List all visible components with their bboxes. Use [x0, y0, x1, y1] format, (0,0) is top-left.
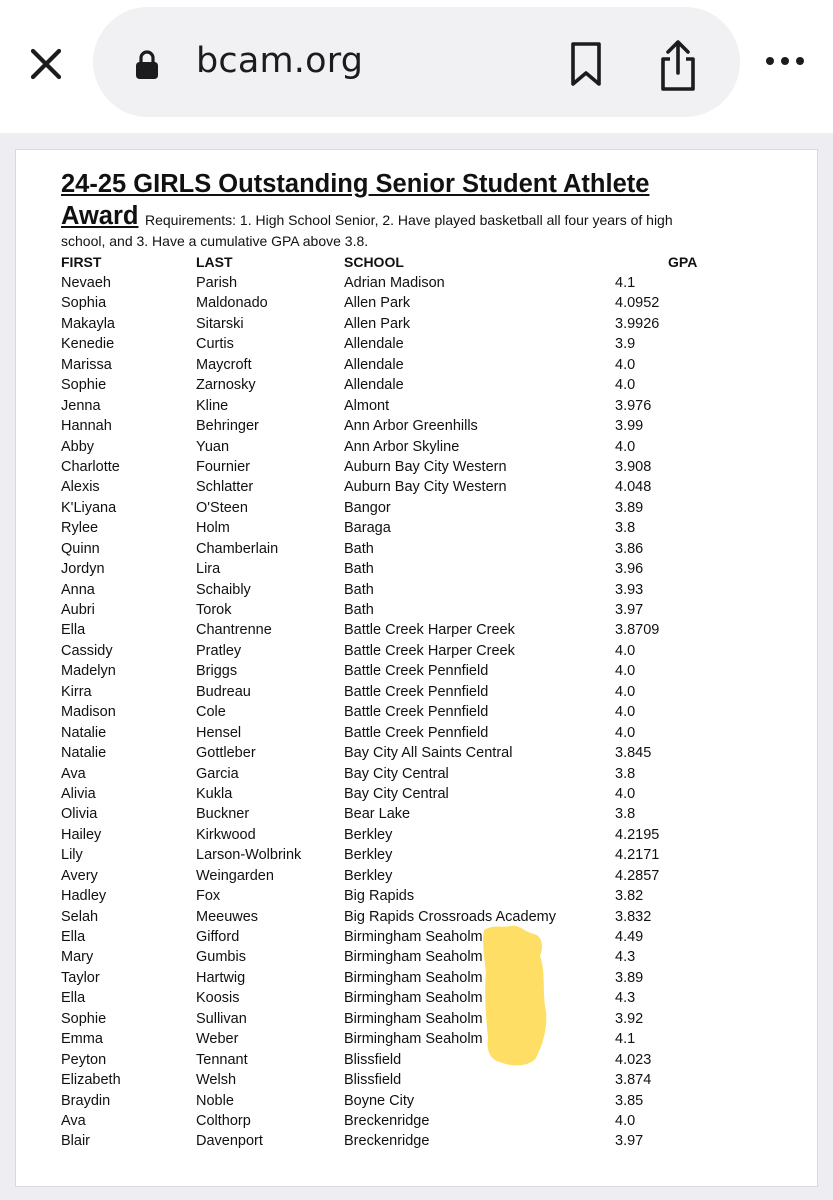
first-name-cell: Ava [61, 1112, 86, 1129]
school-cell: Bath [344, 581, 374, 598]
gpa-cell: 3.9926 [615, 315, 660, 332]
first-name-cell: Natalie [61, 745, 107, 762]
column-header-gpa: GPA [668, 254, 698, 270]
first-name-cell: Abby [61, 438, 95, 455]
table-row [16, 273, 817, 293]
gpa-cell: 3.93 [615, 581, 644, 598]
school-cell: Battle Creek Pennfield [344, 683, 489, 700]
table-row [16, 477, 817, 497]
first-name-cell: Mary [61, 949, 94, 966]
first-name-cell: Sophia [61, 295, 107, 312]
first-name-cell: Charlotte [61, 458, 120, 475]
gpa-cell: 3.8709 [615, 622, 660, 639]
table-row [16, 293, 817, 313]
school-cell: Allendale [344, 356, 404, 373]
gpa-cell: 3.976 [615, 397, 652, 414]
gpa-cell: 4.0 [615, 377, 636, 394]
table-row [16, 1131, 817, 1151]
address-bar[interactable] [93, 7, 740, 117]
table-row [16, 457, 817, 477]
first-name-cell: Aubri [61, 602, 95, 618]
last-name-cell: Larson-Wolbrink [196, 847, 302, 864]
url-text: bcam.org [196, 41, 364, 81]
last-name-cell: Sitarski [196, 315, 244, 332]
gpa-cell: 4.49 [615, 929, 644, 945]
last-name-cell: Sullivan [196, 1010, 247, 1027]
first-name-cell: Madelyn [61, 663, 116, 680]
gpa-cell: 3.82 [615, 888, 644, 905]
gpa-cell: 3.97 [615, 602, 644, 618]
last-name-cell: Maycroft [196, 356, 252, 373]
gpa-cell: 3.845 [615, 745, 652, 762]
gpa-cell: 4.0 [615, 356, 636, 373]
last-name-cell: Koosis [196, 990, 240, 1007]
browser-toolbar [0, 0, 833, 133]
last-name-cell: Hensel [196, 724, 242, 741]
school-cell: Blissfield [344, 1051, 402, 1068]
first-name-cell: Kirra [61, 683, 92, 700]
first-name-cell: Quinn [61, 540, 100, 557]
gpa-cell: 3.99 [615, 418, 644, 435]
school-cell: Birmingham Seaholm [344, 1010, 483, 1027]
gpa-cell: 4.1 [615, 275, 636, 291]
gpa-cell: 3.832 [615, 908, 652, 925]
table-row [16, 375, 817, 395]
gpa-cell: 4.0 [615, 704, 636, 721]
school-cell: Big Rapids [344, 888, 415, 905]
school-cell: Bay City Central [344, 785, 449, 802]
first-name-cell: Blair [61, 1133, 91, 1150]
table-row [16, 661, 817, 681]
share-icon [655, 39, 701, 93]
requirements-line-2: school, and 3. Have a cumulative GPA above 3.8. [61, 233, 369, 249]
first-name-cell: Marissa [61, 356, 112, 373]
last-name-cell: Cole [196, 704, 226, 721]
gpa-cell: 4.0 [615, 438, 636, 455]
gpa-cell: 3.8 [615, 520, 636, 537]
gpa-cell: 4.0 [615, 683, 636, 700]
first-name-cell: Hadley [61, 888, 107, 905]
requirements-line-1: Requirements: 1. High School Senior, 2. Have played basketball all four years of high [145, 212, 673, 228]
first-name-cell: Hailey [61, 826, 102, 843]
last-name-cell: Gifford [196, 929, 240, 945]
school-cell: Battle Creek Harper Creek [344, 622, 515, 639]
first-name-cell: Emma [61, 1031, 103, 1048]
table-row [16, 947, 817, 967]
table-row [16, 539, 817, 559]
school-cell: Breckenridge [344, 1133, 430, 1150]
table-row [16, 580, 817, 600]
gpa-cell: 4.2195 [615, 826, 660, 843]
table-row [16, 416, 817, 436]
last-name-cell: Schaibly [196, 581, 251, 598]
document-title-award: Award [61, 202, 139, 230]
gpa-cell: 3.8 [615, 765, 636, 782]
school-cell: Bay City All Saints Central [344, 745, 513, 762]
gpa-cell: 3.9 [615, 336, 636, 353]
school-cell: Ann Arbor Skyline [344, 438, 460, 455]
gpa-cell: 4.048 [615, 479, 652, 496]
column-header-first: FIRST [61, 254, 102, 270]
school-cell: Berkley [344, 826, 393, 843]
table-row [16, 988, 817, 1008]
table-row [16, 559, 817, 579]
school-cell: Big Rapids Crossroads Academy [344, 908, 556, 925]
bookmark-button[interactable] [563, 39, 609, 89]
last-name-cell: Weber [196, 1031, 239, 1048]
gpa-cell: 3.89 [615, 969, 644, 986]
school-cell: Battle Creek Pennfield [344, 724, 489, 741]
first-name-cell: Natalie [61, 724, 107, 741]
gpa-cell: 4.1 [615, 1031, 636, 1048]
school-cell: Birmingham Seaholm [344, 929, 483, 945]
lock-icon [133, 49, 161, 81]
first-name-cell: Olivia [61, 806, 98, 823]
school-cell: Auburn Bay City Western [344, 458, 507, 475]
first-name-cell: Alivia [61, 785, 96, 802]
first-name-cell: Cassidy [61, 642, 113, 659]
last-name-cell: Chantrenne [196, 622, 272, 639]
gpa-cell: 3.85 [615, 1092, 644, 1109]
last-name-cell: Noble [196, 1092, 234, 1109]
table-row [16, 907, 817, 927]
school-cell: Birmingham Seaholm [344, 969, 483, 986]
school-cell: Breckenridge [344, 1112, 430, 1129]
table-row [16, 355, 817, 375]
gpa-cell: 4.0 [615, 724, 636, 741]
first-name-cell: Ella [61, 929, 86, 945]
last-name-cell: Behringer [196, 418, 259, 435]
table-row [16, 1070, 817, 1090]
school-cell: Birmingham Seaholm [344, 990, 483, 1007]
first-name-cell: Kenedie [61, 336, 115, 353]
last-name-cell: Yuan [196, 438, 230, 455]
gpa-cell: 3.874 [615, 1072, 652, 1089]
gpa-cell: 4.0 [615, 663, 636, 680]
first-name-cell: Lily [61, 847, 83, 864]
gpa-cell: 4.0952 [615, 295, 660, 312]
last-name-cell: Briggs [196, 663, 238, 680]
last-name-cell: Chamberlain [196, 540, 279, 557]
gpa-cell: 4.023 [615, 1051, 652, 1068]
table-row [16, 804, 817, 824]
table-row [16, 968, 817, 988]
gpa-cell: 3.908 [615, 458, 652, 475]
school-cell: Ann Arbor Greenhills [344, 418, 478, 435]
school-cell: Allen Park [344, 315, 411, 332]
first-name-cell: Ava [61, 765, 86, 782]
column-header-last: LAST [196, 254, 233, 270]
table-row [16, 314, 817, 334]
gpa-cell: 3.92 [615, 1010, 644, 1027]
gpa-cell: 3.97 [615, 1133, 644, 1150]
school-cell: Battle Creek Pennfield [344, 663, 489, 680]
first-name-cell: Madison [61, 704, 116, 721]
first-name-cell: Ella [61, 622, 86, 639]
table-row [16, 641, 817, 661]
table-row [16, 1009, 817, 1029]
school-cell: Allendale [344, 377, 404, 394]
first-name-cell: Anna [61, 581, 95, 598]
school-cell: Adrian Madison [344, 275, 445, 291]
more-icon [762, 46, 808, 76]
school-cell: Bangor [344, 499, 391, 516]
table-row [16, 396, 817, 416]
school-cell: Baraga [344, 520, 391, 537]
first-name-cell: Ella [61, 990, 86, 1007]
gpa-cell: 3.96 [615, 561, 644, 578]
document-title: 24-25 GIRLS Outstanding Senior Student Athlete [61, 170, 650, 198]
table-row [16, 1111, 817, 1131]
last-name-cell: Buckner [196, 806, 250, 823]
last-name-cell: Weingarden [196, 867, 274, 884]
school-cell: Auburn Bay City Western [344, 479, 507, 496]
school-cell: Blissfield [344, 1072, 402, 1089]
gpa-cell: 3.86 [615, 540, 644, 557]
table-row [16, 825, 817, 845]
school-cell: Birmingham Seaholm [344, 1031, 483, 1048]
last-name-cell: Kline [196, 397, 229, 414]
table-row [16, 518, 817, 538]
more-options-button[interactable] [762, 46, 808, 76]
school-cell: Battle Creek Harper Creek [344, 642, 515, 659]
first-name-cell: K'Liyana [61, 499, 117, 516]
close-button[interactable] [22, 40, 70, 88]
last-name-cell: Lira [196, 561, 221, 578]
gpa-cell: 4.0 [615, 785, 636, 802]
last-name-cell: Budreau [196, 683, 251, 700]
last-name-cell: Zarnosky [196, 377, 256, 394]
first-name-cell: Elizabeth [61, 1072, 121, 1089]
school-cell: Allen Park [344, 295, 411, 312]
school-cell: Bath [344, 540, 374, 557]
school-cell: Bear Lake [344, 806, 411, 823]
school-cell: Berkley [344, 847, 393, 864]
first-name-cell: Jordyn [61, 561, 105, 578]
first-name-cell: Jenna [61, 397, 101, 414]
table-row [16, 743, 817, 763]
first-name-cell: Avery [61, 867, 98, 884]
athlete-table [16, 273, 817, 1152]
last-name-cell: Gumbis [196, 949, 246, 966]
first-name-cell: Makayla [61, 315, 115, 332]
last-name-cell: O'Steen [196, 499, 248, 516]
gpa-cell: 4.2171 [615, 847, 660, 864]
school-cell: Birmingham Seaholm [344, 949, 483, 966]
school-cell: Almont [344, 397, 390, 414]
table-row [16, 620, 817, 640]
last-name-cell: Tennant [196, 1051, 248, 1068]
last-name-cell: Hartwig [196, 969, 246, 986]
table-row [16, 784, 817, 804]
first-name-cell: Alexis [61, 479, 100, 496]
last-name-cell: Curtis [196, 336, 234, 353]
last-name-cell: Meeuwes [196, 908, 259, 925]
table-row [16, 1050, 817, 1070]
first-name-cell: Hannah [61, 418, 112, 435]
last-name-cell: Torok [196, 602, 232, 618]
gpa-cell: 4.3 [615, 990, 636, 1007]
last-name-cell: Fox [196, 888, 221, 905]
table-row [16, 866, 817, 886]
table-row [16, 927, 817, 947]
last-name-cell: Fournier [196, 458, 250, 475]
table-row [16, 845, 817, 865]
last-name-cell: Davenport [196, 1133, 263, 1150]
table-row [16, 498, 817, 518]
last-name-cell: Parish [196, 275, 238, 291]
last-name-cell: Pratley [196, 642, 242, 659]
school-cell: Boyne City [344, 1092, 415, 1109]
last-name-cell: Kukla [196, 785, 233, 802]
last-name-cell: Gottleber [196, 745, 256, 762]
first-name-cell: Rylee [61, 520, 99, 537]
column-header-school: SCHOOL [344, 254, 404, 270]
last-name-cell: Kirkwood [196, 826, 256, 843]
last-name-cell: Holm [196, 520, 230, 537]
table-row [16, 1029, 817, 1049]
first-name-cell: Peyton [61, 1051, 107, 1068]
share-button[interactable] [655, 39, 701, 93]
first-name-cell: Braydin [61, 1092, 111, 1109]
bookmark-icon [563, 39, 609, 89]
school-cell: Allendale [344, 336, 404, 353]
last-name-cell: Welsh [196, 1072, 237, 1089]
last-name-cell: Colthorp [196, 1112, 251, 1129]
school-cell: Bay City Central [344, 765, 449, 782]
table-row [16, 723, 817, 743]
gpa-cell: 3.89 [615, 499, 644, 516]
table-row [16, 600, 817, 620]
table-row [16, 1091, 817, 1111]
table-row [16, 702, 817, 722]
last-name-cell: Schlatter [196, 479, 254, 496]
first-name-cell: Sophie [61, 1010, 107, 1027]
gpa-cell: 4.2857 [615, 867, 660, 884]
last-name-cell: Garcia [196, 765, 239, 782]
school-cell: Berkley [344, 867, 393, 884]
gpa-cell: 4.0 [615, 642, 636, 659]
table-row [16, 764, 817, 784]
first-name-cell: Selah [61, 908, 99, 925]
table-row [16, 682, 817, 702]
gpa-cell: 3.8 [615, 806, 636, 823]
table-row [16, 334, 817, 354]
first-name-cell: Sophie [61, 377, 107, 394]
document-page [16, 150, 817, 1186]
school-cell: Bath [344, 561, 374, 578]
gpa-cell: 4.0 [615, 1112, 636, 1129]
last-name-cell: Maldonado [196, 295, 268, 312]
table-row [16, 886, 817, 906]
gpa-cell: 4.3 [615, 949, 636, 966]
school-cell: Battle Creek Pennfield [344, 704, 489, 721]
close-icon [29, 47, 63, 81]
table-row [16, 437, 817, 457]
school-cell: Bath [344, 602, 374, 618]
first-name-cell: Taylor [61, 969, 100, 986]
first-name-cell: Nevaeh [61, 275, 111, 291]
